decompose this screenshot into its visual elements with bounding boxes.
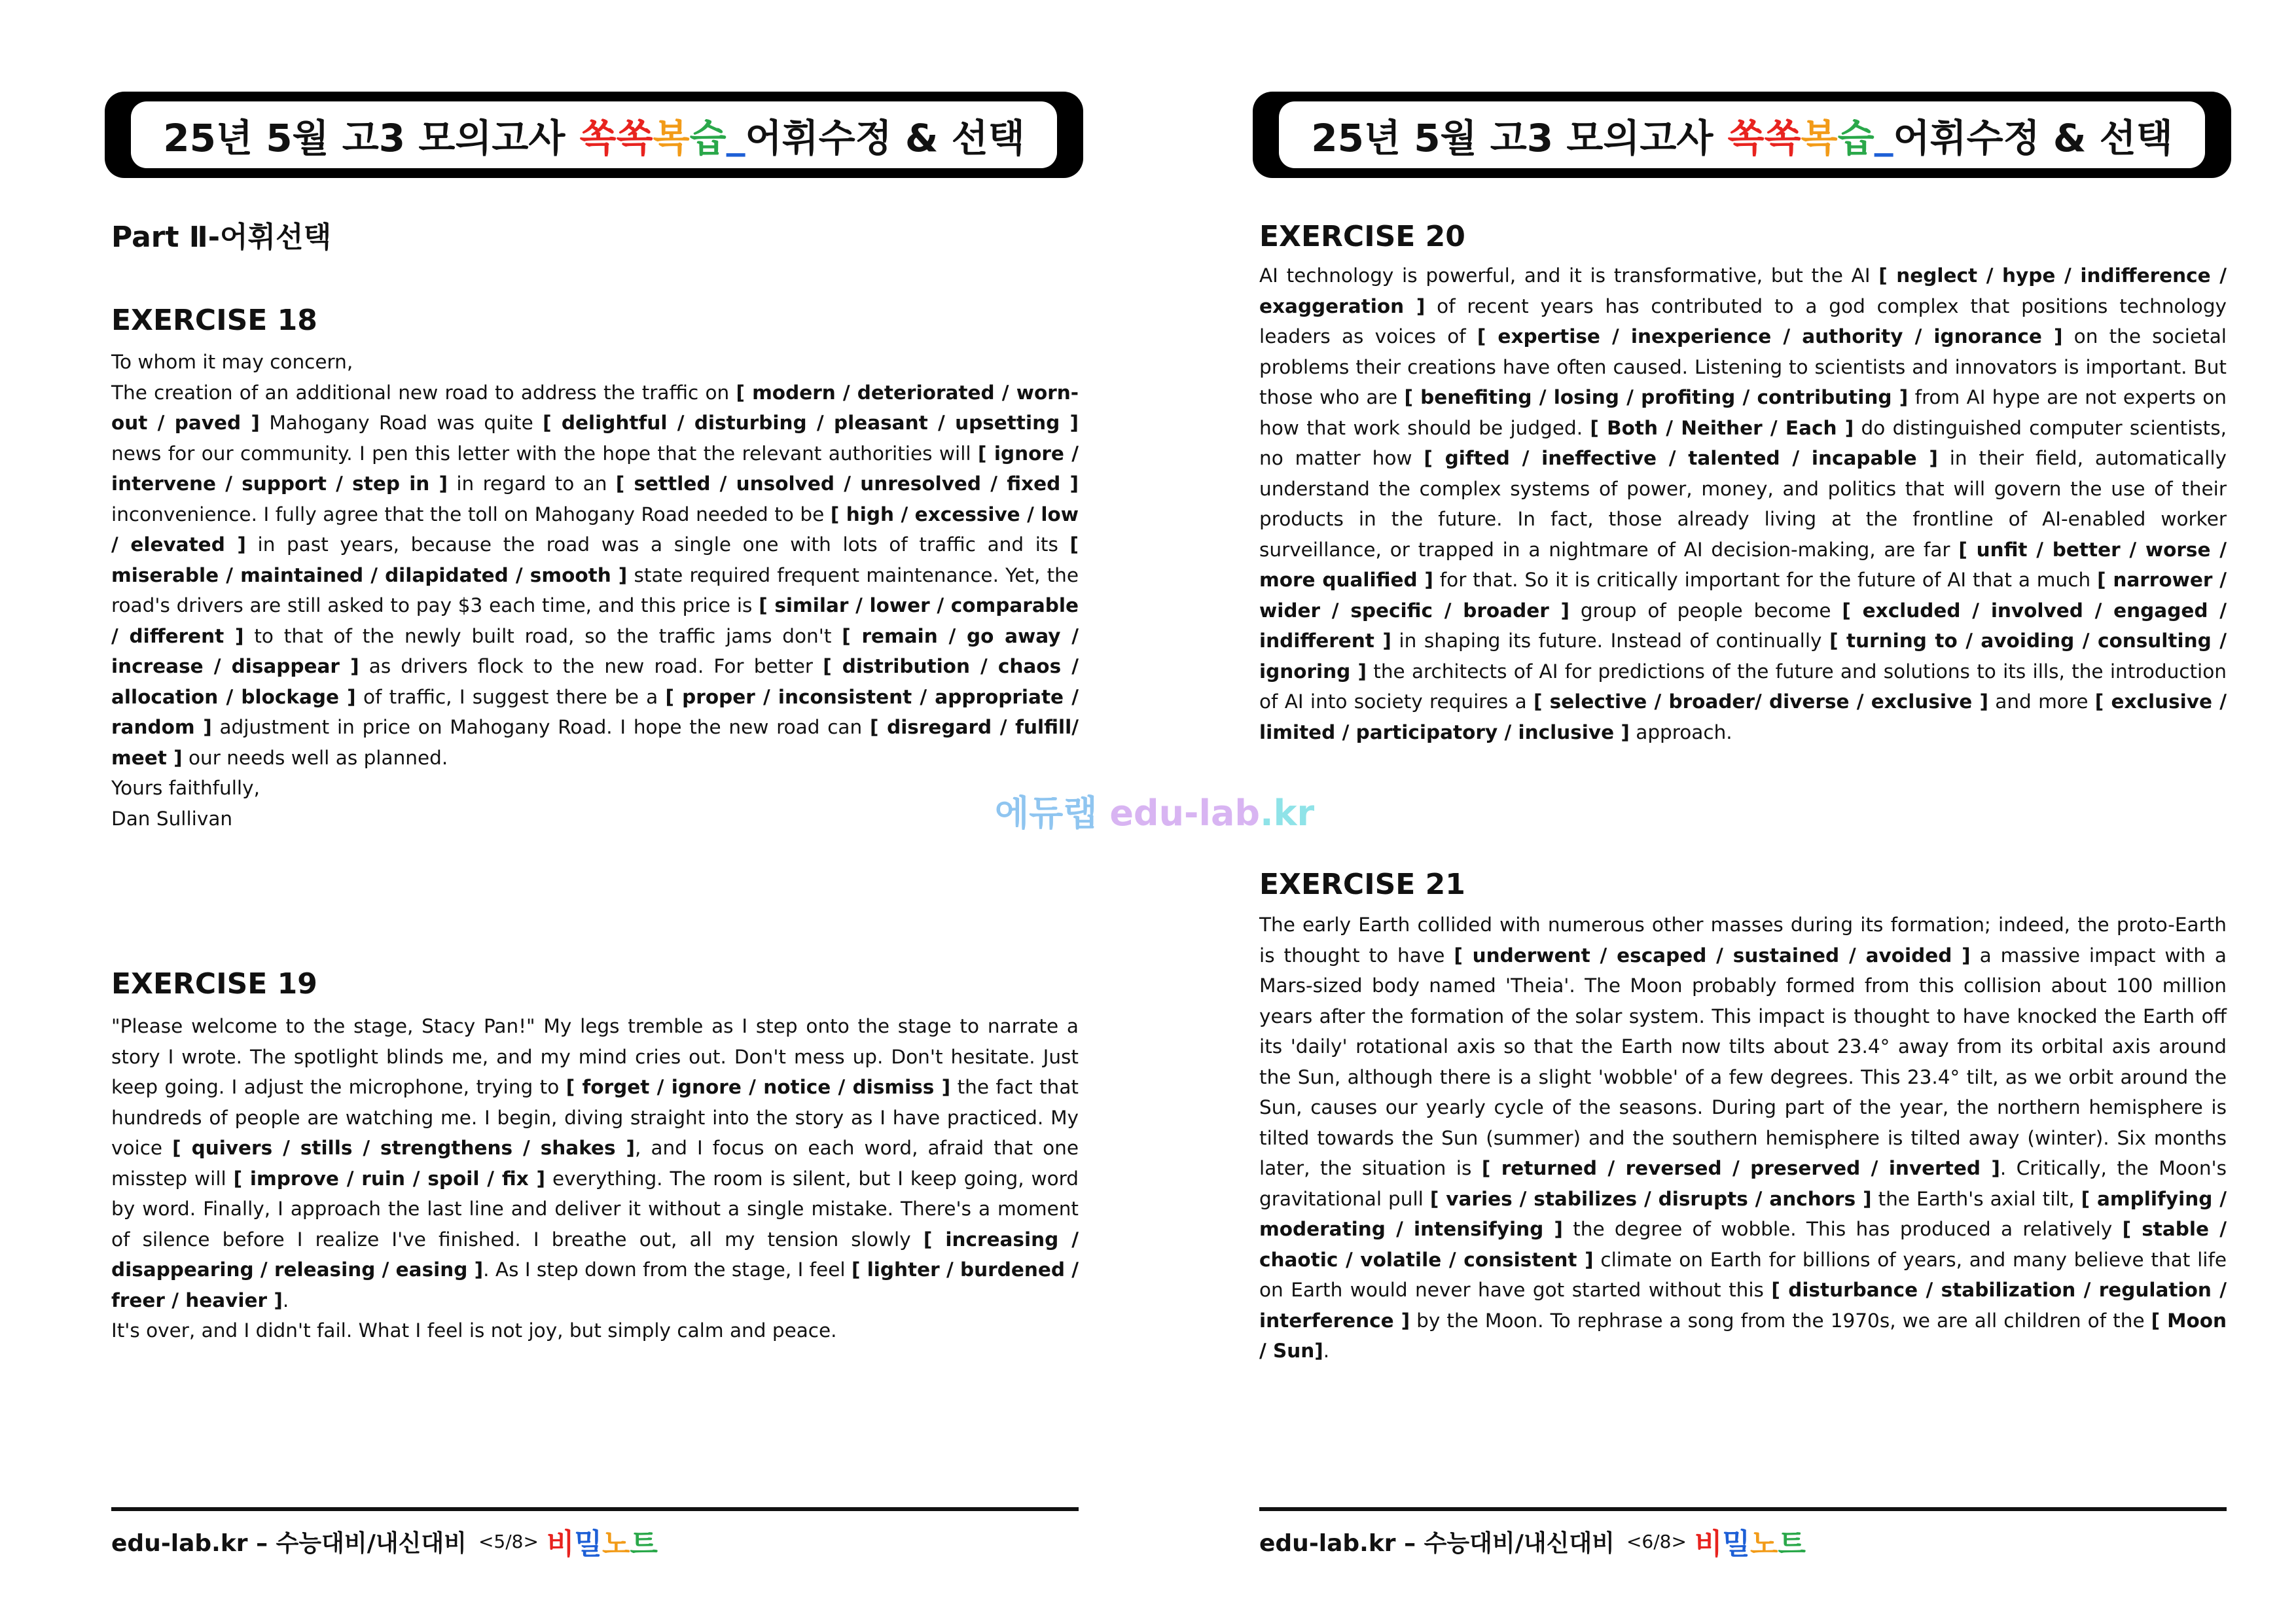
header-title: [1279, 101, 2205, 168]
vocab-choice: [ ignore / intervene / support / step in ]: [111, 442, 1079, 495]
exercise-20-body: [1259, 260, 2227, 747]
exercise-18-salutation: To whom it may concern,: [111, 351, 353, 373]
passage-text: for that. So it is critically important for the future of AI that a much: [1433, 569, 2098, 591]
vocab-choice: [ similar / lower / comparable / different ]: [111, 594, 1079, 647]
vocab-choice: [ Moon / Sun]: [1259, 1309, 2227, 1362]
header-highlight-4: 습: [1837, 116, 1874, 160]
header-highlight-2: 쏙: [1764, 116, 1801, 160]
passage-text: our needs well as planned.: [182, 746, 448, 769]
vocab-choice: [ unfit / better / worse / more qualified ]: [1259, 538, 2227, 591]
vocab-choice: [ lighter / burdened / freer / heavier ]: [111, 1258, 1079, 1311]
exercise-18-closing: Yours faithfully,: [111, 777, 260, 799]
header-banner: [105, 92, 1083, 178]
header-highlight-2: 쏙: [616, 116, 653, 160]
vocab-choice: [ settled / unsolved / unresolved / fixed ]: [615, 473, 1079, 495]
passage-text: climate on Earth for billions of years, and many believe that life on Earth would never have got started without this: [1259, 1248, 2227, 1301]
vocab-choice: [ delightful / disturbing / pleasant / upsetting ]: [543, 412, 1079, 434]
passage-text: by the Moon. To rephrase a song from the 1970s, we are all children of the: [1410, 1309, 2151, 1332]
header-highlight-4: 습: [689, 116, 726, 160]
vocab-choice: [ disturbance / stabilization / regulation / interference ]: [1259, 1279, 2227, 1332]
header-highlight-1: 쏙: [1727, 116, 1765, 160]
vocab-choice: [ benefiting / losing / profiting / contributing ]: [1404, 386, 1909, 408]
vocab-choice: [ improve / ruin / spoil / fix ]: [233, 1167, 546, 1190]
vocab-choice: [ underwent / escaped / sustained / avoided ]: [1454, 944, 1971, 967]
footer-brand-char: 트: [1778, 1527, 1806, 1561]
footer-brand-char: 밀: [574, 1527, 602, 1561]
vocab-choice: [ stable / chaotic / volatile / consistent ]: [1259, 1218, 2227, 1271]
passage-text: .: [282, 1289, 289, 1311]
exercise-21-title: EXERCISE 21: [1259, 868, 1465, 901]
passage-text: approach.: [1629, 721, 1732, 743]
passage-text: . Critically, the Moon's gravitational pull: [1259, 1157, 2227, 1210]
footer-divider: [111, 1507, 1079, 1511]
vocab-choice: [ forget / ignore / notice / dismiss ]: [565, 1076, 951, 1098]
header-highlight-5: _: [1874, 113, 1893, 157]
vocab-choice: [ selective / broader/ diverse / exclusive ]: [1534, 690, 1988, 713]
footer-brand: [1695, 1520, 1806, 1562]
passage-text: state required frequent maintenance. Yet, the road's drivers are still asked to pay $3 each time, and this price is: [111, 563, 1079, 616]
passage-text: AI technology is powerful, and it is transformative, but the AI: [1259, 264, 1879, 287]
passage-text: a massive impact with a Mars-sized body named 'Theia'. The Moon probably formed from this collision about 100 million years after the formation of the solar system. This impact is thought to have knocked the Earth off its 'daily' rotational axis so that the Earth now tilts about 23.4° away from its orbital axis around the Sun, although there is a slight 'wobble' of a few degrees. This 23.4° tilt, as we orbit around the Sun, causes our yearly cycle of the seasons. During part of the year, the northern hemisphere is tilted towards the Sun (summer) and the southern hemisphere is tilted away (winter). Six months later, the situation is: [1259, 944, 2227, 1179]
passage-text: .: [1323, 1340, 1330, 1362]
footer-brand-char: 비: [1694, 1527, 1723, 1561]
header-suffix: 어휘수정 & 선택: [745, 116, 1025, 160]
vocab-choice: [ distribution / chaos / allocation / blockage ]: [111, 655, 1079, 708]
passage-text: from AI hype are not experts on how that work should be judged.: [1259, 386, 2227, 439]
vocab-choice: [ neglect / hype / indifference / exaggeration ]: [1259, 264, 2227, 317]
footer-page-number: <5/8>: [478, 1530, 539, 1552]
exercise-21-passage: [1259, 914, 2227, 1362]
footer-site: edu-lab.kr – 수능대비/내신대비: [1259, 1529, 1615, 1557]
right-page: [1148, 0, 2296, 1623]
watermark-korean: 에듀랩: [995, 793, 1098, 834]
footer-brand-char: 트: [630, 1527, 658, 1561]
vocab-choice: [ high / excessive / low / elevated ]: [111, 503, 1079, 556]
passage-text: group of people become: [1569, 599, 1842, 622]
passage-text: the fact that hundreds of people are watching me. I begin, diving straight into the story as I have practiced. My voice: [111, 1076, 1079, 1159]
vocab-choice: [ varies / stabilizes / disrupts / anchors ]: [1429, 1187, 1872, 1210]
footer-divider: [1259, 1507, 2227, 1511]
footer-brand-char: 노: [1749, 1527, 1778, 1561]
passage-text: the Earth's axial tilt,: [1871, 1187, 2081, 1210]
header-prefix: 25년 5월 고3 모의고사: [163, 116, 565, 160]
footer-brand-char: 밀: [1722, 1527, 1750, 1561]
exercise-18-passage: [111, 382, 1079, 769]
footer-page-number: <6/8>: [1626, 1530, 1687, 1552]
exercise-19-body: [111, 1011, 1079, 1346]
exercise-21-body: [1259, 910, 2227, 1366]
passage-text: everything. The room is silent, but I keep going, word by word. Finally, I approach the last line and deliver it without a single mistake. There's a moment of silence before I realize I've finished. I breathe out, all my tension slowly: [111, 1167, 1079, 1251]
vocab-choice: [ excluded / involved / engaged / indifferent ]: [1259, 599, 2227, 652]
vocab-choice: [ disregard / fulfill/ meet ]: [111, 716, 1079, 769]
footer: [1259, 1522, 1806, 1561]
watermark: [995, 785, 1315, 836]
header-highlight-3: 복: [1801, 116, 1838, 160]
vocab-choice: [ returned / reversed / preserved / inverted ]: [1481, 1157, 2000, 1179]
passage-text: The early Earth collided with numerous other masses during its formation; indeed, the proto-Earth is thought to have: [1259, 914, 2227, 967]
header-suffix: 어휘수정 & 선택: [1893, 116, 2173, 160]
passage-text: the architects of AI for predictions of the future and solutions to its ills, the introduction of AI into society requires a: [1259, 660, 2227, 713]
exercise-19-last-line: It's over, and I didn't fail. What I feel is not joy, but simply calm and peace.: [111, 1319, 837, 1342]
passage-text: "Please welcome to the stage, Stacy Pan!" My legs tremble as I step onto the stage to narrate a story I wrote. The spotlight blinds me, and my mind cries out. Don't mess up. Don't hesitate. Just keep going. I adjust the microphone, trying to: [111, 1015, 1079, 1098]
footer-site: edu-lab.kr – 수능대비/내신대비: [111, 1529, 467, 1557]
vocab-choice: [ modern / deteriorated / worn-out / paved ]: [111, 381, 1079, 434]
passage-text: in regard to an: [448, 473, 616, 495]
passage-text: , and I focus on each word, afraid that one misstep will: [111, 1137, 1079, 1190]
passage-text: and more: [1988, 690, 2095, 713]
vocab-choice: [ Both / Neither / Each ]: [1590, 416, 1854, 439]
exercise-18-signature: Dan Sullivan: [111, 807, 233, 830]
passage-text: adjustment in price on Mahogany Road. I hope the new road can: [211, 716, 870, 738]
header-prefix: 25년 5월 고3 모의고사: [1311, 116, 1713, 160]
passage-text: news for our community. I pen this letter with the hope that the relevant authorities will: [111, 442, 978, 465]
passage-text: as drivers flock to the new road. For better: [359, 655, 823, 677]
header-highlight-1: 쏙: [579, 116, 617, 160]
header-title: [131, 101, 1057, 168]
footer-brand: [547, 1520, 658, 1562]
exercise-19-passage: [111, 1015, 1079, 1311]
passage-text: Mahogany Road was quite: [259, 412, 543, 434]
header-banner: [1253, 92, 2231, 178]
header-highlight-5: _: [726, 113, 745, 157]
vocab-choice: [ increasing / disappearing / releasing / easing ]: [111, 1228, 1079, 1281]
passage-text: on the societal problems their creations have often caused. Listening to scientists and innovators is important. But those who are: [1259, 325, 2227, 408]
vocab-choice: [ amplifying / moderating / intensifying ]: [1259, 1187, 2227, 1240]
header-highlight-3: 복: [653, 116, 690, 160]
watermark-site: edu-lab: [1109, 793, 1261, 834]
vocab-choice: [ miserable / maintained / dilapidated / smooth ]: [111, 533, 1079, 586]
passage-text: to that of the newly built road, so the traffic jams don't: [243, 624, 842, 647]
watermark-tld: .kr: [1260, 793, 1315, 834]
passage-text: The creation of an additional new road to address the traffic on: [111, 381, 736, 404]
footer-brand-char: 노: [601, 1527, 630, 1561]
vocab-choice: [ exclusive / limited / participatory / inclusive ]: [1259, 690, 2227, 743]
exercise-20-title: EXERCISE 20: [1259, 220, 1465, 253]
footer-brand-char: 비: [546, 1527, 575, 1561]
exercise-18-title: EXERCISE 18: [111, 304, 317, 337]
passage-text: of recent years has contributed to a god complex that positions technology leaders as voices of: [1259, 294, 2227, 348]
passage-text: in their field, automatically understand the complex systems of power, money, and politics that will govern the use of their products in the future. In fact, those already living at the frontline of AI-enabled worker surveillance, or trapped in a nightmare of AI decision-making, are far: [1259, 447, 2227, 561]
passage-text: . As I step down from the stage, I feel: [483, 1258, 852, 1281]
vocab-choice: [ remain / go away / increase / disappear ]: [111, 624, 1079, 677]
exercise-20-passage: [1259, 264, 2227, 743]
passage-text: the degree of wobble. This has produced a relatively: [1562, 1218, 2123, 1240]
exercise-18-body: [111, 347, 1079, 834]
passage-text: of traffic, I suggest there be a: [355, 685, 666, 708]
vocab-choice: [ gifted / ineffective / talented / incapable ]: [1424, 447, 1938, 469]
vocab-choice: [ expertise / inexperience / authority / ignorance ]: [1477, 325, 2063, 348]
vocab-choice: [ proper / inconsistent / appropriate / random ]: [111, 685, 1079, 738]
passage-text: do distinguished computer scientists, no matter how: [1259, 416, 2227, 469]
exercise-19-title: EXERCISE 19: [111, 967, 317, 1001]
vocab-choice: [ narrower / wider / specific / broader ]: [1259, 569, 2227, 622]
passage-text: in shaping its future. Instead of continually: [1391, 630, 1830, 652]
vocab-choice: [ quivers / stills / strengthens / shakes ]: [172, 1137, 636, 1159]
passage-text: inconvenience. I fully agree that the toll on Mahogany Road needed to be: [111, 503, 831, 526]
footer: [111, 1522, 658, 1561]
passage-text: in past years, because the road was a single one with lots of traffic and its: [245, 533, 1070, 556]
section-heading: Part Ⅱ-어휘선택: [111, 221, 332, 254]
vocab-choice: [ turning to / avoiding / consulting / ignoring ]: [1259, 630, 2227, 683]
